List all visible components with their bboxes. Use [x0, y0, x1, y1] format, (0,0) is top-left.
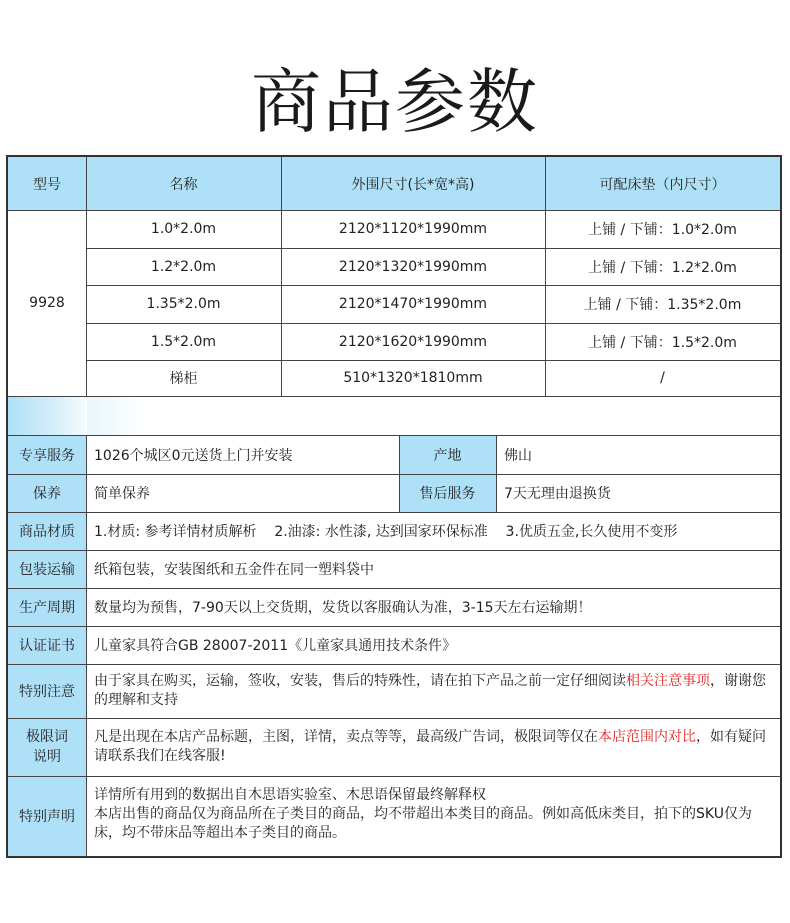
row-dimensions: 2120*1620*1990mm [338, 333, 488, 350]
certificate-label: 认证证书 [8, 626, 86, 664]
origin-value: 佛山 [504, 448, 532, 464]
header-name: 名称 [86, 157, 281, 210]
row-mattress: 上铺 / 下铺：1.5*2.0m [588, 334, 737, 351]
header-model: 型号 [8, 157, 86, 210]
row-dimensions: 510*1320*1810mm [343, 370, 483, 386]
after-sales-value: 7天无理由退换货 [504, 486, 611, 502]
blank-band [87, 397, 147, 435]
production-value: 数量均为预售，7-90天以上交货期，发货以客服确认为准，3-15天左右运输期！ [94, 600, 592, 616]
production-label: 生产周期 [8, 588, 86, 626]
service-value: 1026个城区0元送货上门并安装 [94, 448, 293, 464]
statement-value: 详情所有用到的数据出自木思语实验室、木思语保留最终解释权 本店出售的商品仅为商品所在子类目的商品，均不带超出本类目的商品。例如高低床类目，拍下的SKU仅为床，均不带床品等超出本子类目的商品。 [94, 787, 752, 841]
row-mattress: 上铺 / 下铺：1.2*2.0m [588, 259, 737, 276]
row-dimensions: 2120*1470*1990mm [338, 296, 488, 312]
packaging-value: 纸箱包装，安装图纸和五金件在同一塑料袋中 [94, 562, 374, 578]
care-value: 简单保养 [94, 486, 150, 502]
material-label: 商品材质 [8, 512, 86, 550]
row-name: 1.35*2.0m [146, 296, 221, 312]
packaging-label: 包装运输 [8, 550, 86, 588]
page-title: 商品参数 [251, 61, 539, 143]
header-mattress: 可配床垫（内尺寸） [545, 157, 780, 210]
certificate-value: 儿童家具符合GB 28007-2011《儿童家具通用技术条件》 [94, 638, 457, 654]
row-name: 梯柜 [169, 371, 198, 387]
limit-highlight: 本店范围内对比 [598, 729, 696, 745]
notice-label: 特别注意 [8, 664, 86, 718]
limit-label: 极限词 说明 [8, 718, 86, 776]
row-name: 1.5*2.0m [150, 333, 217, 350]
row-name: 1.0*2.0m [150, 221, 217, 237]
row-dimensions: 2120*1120*1990mm [338, 221, 488, 237]
row-mattress: / [660, 370, 665, 386]
notice-highlight: 相关注意事项 [626, 673, 710, 689]
row-mattress: 上铺 / 下铺：1.35*2.0m [583, 297, 742, 313]
notice-value: 由于家具在购买，运输，签收，安装，售后的特殊性，请在拍下产品之前一定仔细阅读相关注意事项，谢谢您的理解和支持 [94, 673, 766, 708]
limit-value: 凡是出现在本店产品标题，主图，详情，卖点等等，最高级广告词，极限词等仅在本店范围内对比，如有疑问请联系我们在线客服! [94, 729, 766, 764]
blank-band [8, 397, 86, 435]
statement-label: 特别声明 [8, 776, 86, 856]
header-dimensions: 外围尺寸(长*宽*高) [281, 157, 545, 210]
spec-table [6, 155, 782, 858]
row-dimensions: 2120*1320*1990mm [338, 258, 488, 275]
after-sales-label: 售后服务 [399, 474, 496, 512]
row-name: 1.2*2.0m [150, 258, 217, 275]
origin-label: 产地 [399, 436, 496, 474]
care-label: 保养 [8, 474, 86, 512]
service-label: 专享服务 [8, 436, 86, 474]
material-value: 1.材质: 参考详情材质解析 2.油漆: 水性漆, 达到国家环保标准 3.优质五金,长久使用不变形 [94, 524, 678, 540]
model-value: 9928 [29, 295, 65, 311]
row-mattress: 上铺 / 下铺：1.0*2.0m [588, 222, 737, 238]
